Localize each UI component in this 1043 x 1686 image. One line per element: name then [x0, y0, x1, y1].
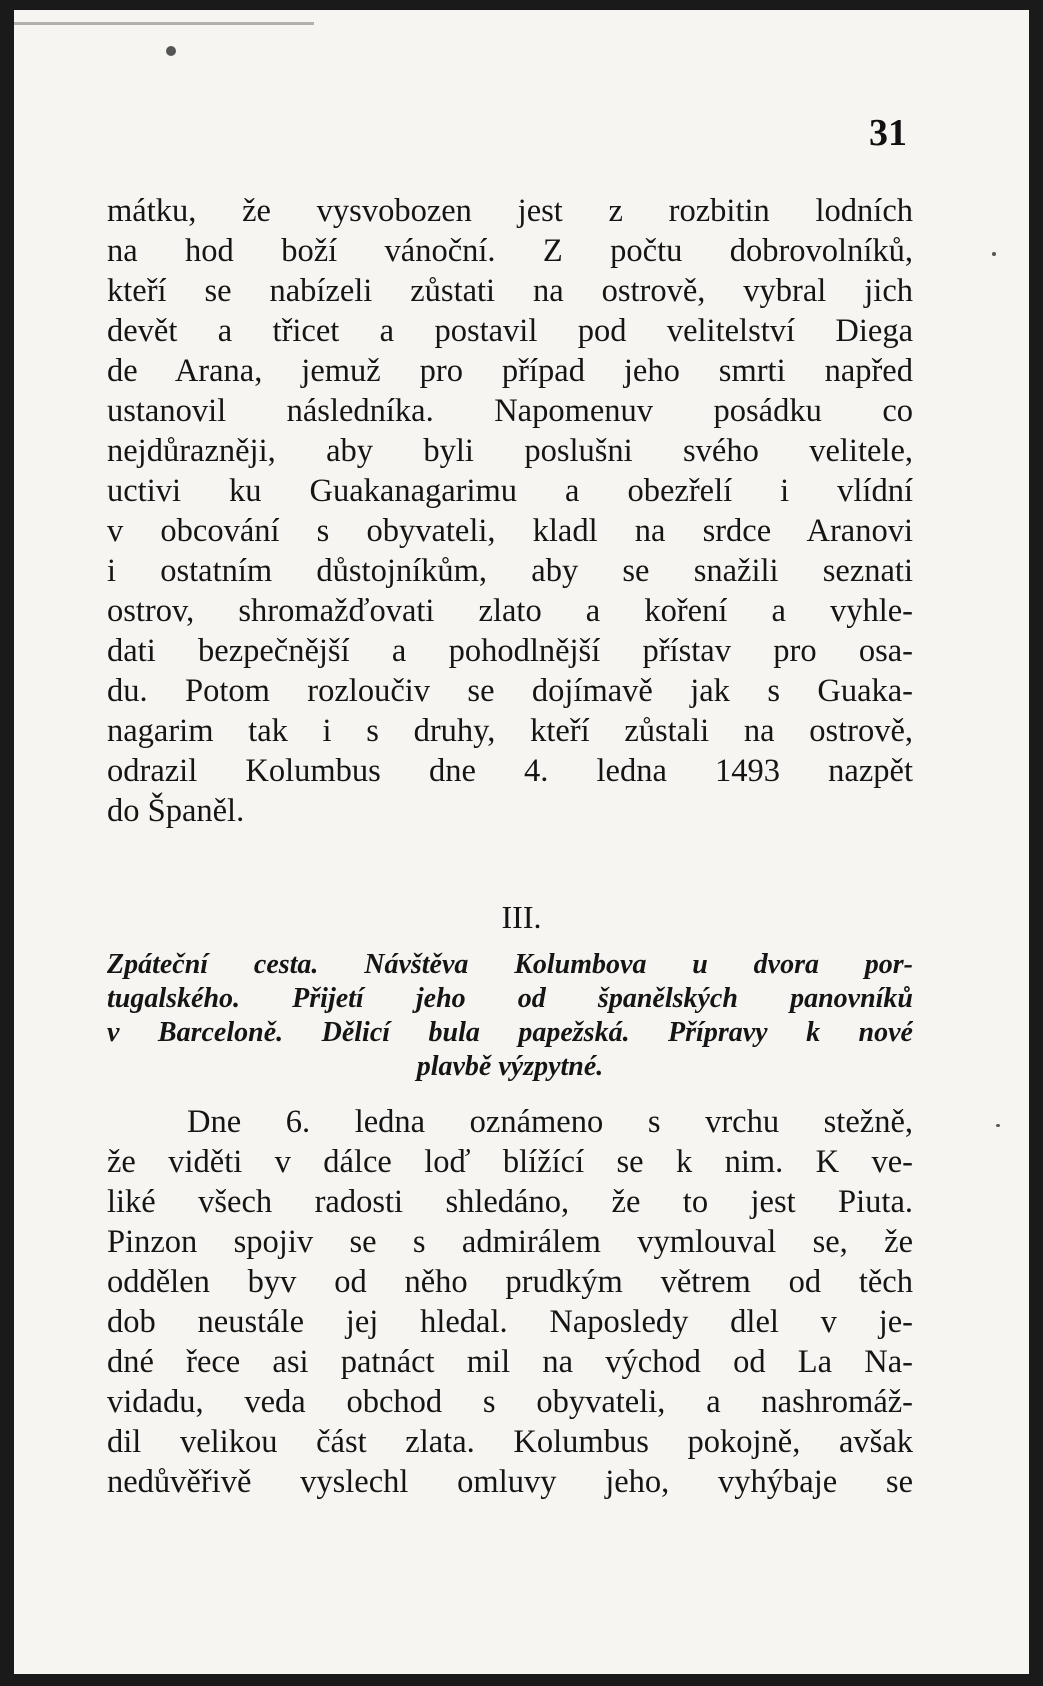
- chapter-summary-line: tugalského. Přijetí jeho od španělských panovníků: [107, 983, 913, 1014]
- chapter-number: III.: [501, 899, 542, 935]
- text-line: dati bezpečnější a pohodlnější přístav pro osa-: [107, 633, 913, 669]
- text-line: nagarim tak i s druhy, kteří zůstali na ostrově,: [107, 713, 913, 749]
- text-line: do Španěl.: [107, 793, 245, 829]
- text-line: že viděti v dálce loď blížící se k nim. K ve-: [107, 1144, 913, 1180]
- text-line: devět a třicet a postavil pod velitelství Diega: [107, 313, 913, 349]
- text-line: i ostatním důstojníkům, aby se snažili seznati: [107, 553, 913, 589]
- text-line: na hod boží vánoční. Z počtu dobrovolníků,: [107, 233, 913, 269]
- text-line: vidadu, veda obchod s obyvateli, a nashromáž-: [107, 1384, 913, 1420]
- page-body: [14, 10, 1029, 1674]
- text-line: kteří se nabízeli zůstati na ostrově, vybral jich: [107, 273, 913, 309]
- text-line: de Arana, jemuž pro případ jeho smrti napřed: [107, 353, 913, 389]
- text-line: oddělen byv od něho prudkým větrem od těch: [107, 1264, 913, 1300]
- text-line: dob neustále jej hledal. Naposledy dlel v je-: [107, 1304, 913, 1340]
- text-line: nejdůrazněji, aby byli poslušni svého velitele,: [107, 433, 913, 469]
- text-line: Pinzon spojiv se s admirálem vymlouval se, že: [107, 1224, 913, 1260]
- chapter-summary-line: plavbě výzpytné.: [416, 1051, 604, 1082]
- text-line: uctivi ku Guakanagarimu a obezřelí i vlídní: [107, 473, 913, 509]
- chapter-summary-line: Zpáteční cesta. Návštěva Kolumbova u dvora por-: [107, 949, 913, 980]
- text-line: ustanovil následníka. Napomenuv posádku co: [107, 393, 913, 429]
- text-line: liké všech radosti shledáno, že to jest Piuta.: [107, 1184, 913, 1220]
- page-number: 31: [869, 112, 907, 154]
- text-line: dné řece asi patnáct mil na východ od La Na-: [107, 1344, 913, 1380]
- text-line: du. Potom rozloučiv se dojímavě jak s Guaka-: [107, 673, 913, 709]
- text-line: Dne 6. ledna oznámeno s vrchu stežně,: [187, 1104, 913, 1140]
- text-line: ostrov, shromažďovati zlato a koření a vyhle-: [107, 593, 913, 629]
- chapter-summary-line: v Barceloně. Dělicí bula papežská. Přípravy k nové: [107, 1017, 913, 1048]
- text-line: odrazil Kolumbus dne 4. ledna 1493 nazpět: [107, 753, 913, 789]
- text-line: mátku, že vysvobozen jest z rozbitin lodních: [107, 193, 913, 229]
- book-page: [14, 10, 1029, 1674]
- text-line: v obcování s obyvateli, kladl na srdce Aranovi: [107, 513, 913, 549]
- text-line: dil velikou část zlata. Kolumbus pokojně, avšak: [107, 1424, 913, 1460]
- text-line: nedůvěřivě vyslechl omluvy jeho, vyhýbaje se: [107, 1464, 913, 1500]
